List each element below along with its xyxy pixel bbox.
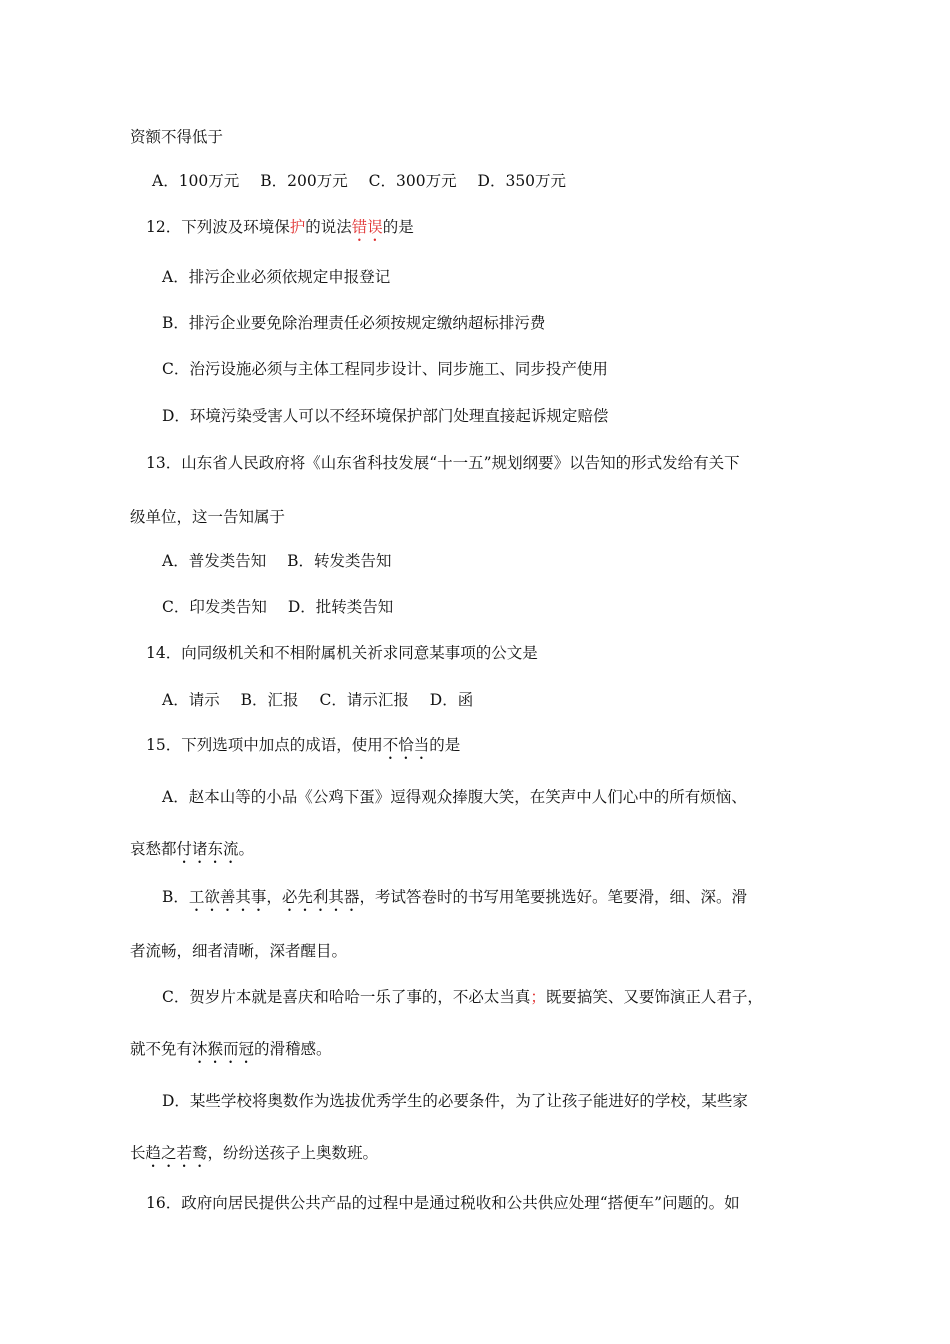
q11-options bbox=[152, 170, 566, 192]
q13-options-ab bbox=[162, 550, 392, 572]
q13-option-d: D．批转类告知 bbox=[287, 598, 394, 616]
q14-option-d: D．函 bbox=[429, 691, 474, 709]
q15-d-text-end: ，纷纷送孩子上奥数班。 bbox=[207, 1144, 379, 1162]
q15-stem bbox=[146, 734, 460, 763]
q12-text-mid: 的说法 bbox=[305, 218, 352, 236]
q15-option-a-line2 bbox=[130, 838, 254, 867]
q15-emphasis-text: 不恰当 bbox=[382, 736, 430, 754]
q15-d-text: 长 bbox=[130, 1144, 146, 1162]
q16-stem: 16．政府向居民提供公共产品的过程中是通过税收和公共供应处理“搭便车”问题的。如 bbox=[146, 1194, 740, 1212]
q15-option-b-line2: 者流畅，细者清晰，深者醒目。 bbox=[130, 942, 348, 960]
q14-option-b: B．汇报 bbox=[240, 691, 299, 709]
q12-text: 12．下列波及环境保 bbox=[146, 218, 290, 236]
q12-option-d: D．环境污染受害人可以不经环境保护部门处理直接起诉规定赔偿 bbox=[162, 407, 609, 425]
q13-stem-line2: 级单位，这一告知属于 bbox=[130, 508, 286, 526]
q12-option-c: C．治污设施必须与主体工程同步设计、同步施工、同步投产使用 bbox=[162, 360, 608, 378]
q12-text-end: 的是 bbox=[382, 218, 414, 236]
q15-option-d-line1: D．某些学校将奥数作为选拔优秀学生的必要条件，为了让孩子能进好的学校，某些家 bbox=[162, 1092, 748, 1110]
q15-option-d-line2 bbox=[130, 1142, 378, 1171]
q12-emphasis-text: 错误 bbox=[351, 218, 383, 236]
q13-option-a: A．普发类告知 bbox=[162, 552, 267, 570]
q15-text: 15．下列选项中加点的成语，使用 bbox=[146, 736, 383, 754]
q15-a-text: 哀愁都 bbox=[130, 840, 177, 858]
q15-d-idiom: 趋之若鹜 bbox=[145, 1144, 208, 1162]
q15-c-idiom: 沐猴而冠 bbox=[192, 1040, 255, 1058]
q12-option-b: B．排污企业要免除治理责任必须按规定缴纳超标排污费 bbox=[162, 314, 546, 332]
q14-stem: 14．向同级机关和不相附属机关祈求同意某事项的公文是 bbox=[146, 644, 538, 662]
q11-stem-tail: 资额不得低于 bbox=[130, 128, 224, 146]
q15-b-comma: ， bbox=[266, 888, 282, 906]
q15-a-text-end: 。 bbox=[238, 840, 255, 858]
q13-options-cd bbox=[162, 596, 393, 618]
q15-c2-text: 就不免有 bbox=[130, 1040, 193, 1058]
q12-option-a: A．排污企业必须依规定申报登记 bbox=[162, 268, 391, 286]
q11-option-d: D．350万元 bbox=[477, 172, 567, 190]
q15-option-c-line1 bbox=[162, 986, 763, 1008]
q15-a-idiom: 付诸东流 bbox=[176, 840, 239, 858]
q15-c2-text-end: 的滑稽感。 bbox=[254, 1040, 332, 1058]
q15-b-idiom-2: 必先利其器 bbox=[281, 888, 360, 906]
q14-option-c: C．请示汇报 bbox=[319, 691, 409, 709]
q13-option-b: B．转发类告知 bbox=[287, 552, 392, 570]
q15-b-label: B． bbox=[162, 888, 189, 906]
q15-option-a-line1: A．赵本山等的小品《公鸡下蛋》逗得观众捧腹大笑，在笑声中人们心中的所有烦恼、 bbox=[162, 788, 747, 806]
q11-option-a: A．100万元 bbox=[152, 172, 240, 190]
q12-stem bbox=[146, 216, 414, 245]
q14-option-a: A．请示 bbox=[162, 691, 220, 709]
q15-b-text: ，考试答卷时的书写用笔要挑选好。笔要滑，细、深。滑 bbox=[359, 888, 747, 906]
q11-option-c: C．300万元 bbox=[368, 172, 457, 190]
q14-options bbox=[162, 689, 473, 711]
q15-option-c-line2 bbox=[130, 1038, 332, 1067]
q15-text-end: 的是 bbox=[429, 736, 461, 754]
q13-stem-line1: 13．山东省人民政府将《山东省科技发展“十一五”规划纲要》以告知的形式发给有关下 bbox=[146, 454, 740, 472]
q11-option-b: B．200万元 bbox=[260, 172, 348, 190]
q15-option-b-line1 bbox=[162, 886, 747, 915]
q15-b-idiom-1: 工欲善其事 bbox=[188, 888, 267, 906]
q15-c-text: C．贺岁片本就是喜庆和哈哈一乐了事的，不必太当真 bbox=[162, 988, 531, 1006]
q15-c-text-end: 既要搞笑、又要饰演正人君子， bbox=[545, 988, 763, 1006]
q12-red-text: 护 bbox=[289, 218, 306, 236]
q13-option-c: C．印发类告知 bbox=[162, 598, 267, 616]
q15-c-red-semicolon: ； bbox=[530, 988, 546, 1006]
